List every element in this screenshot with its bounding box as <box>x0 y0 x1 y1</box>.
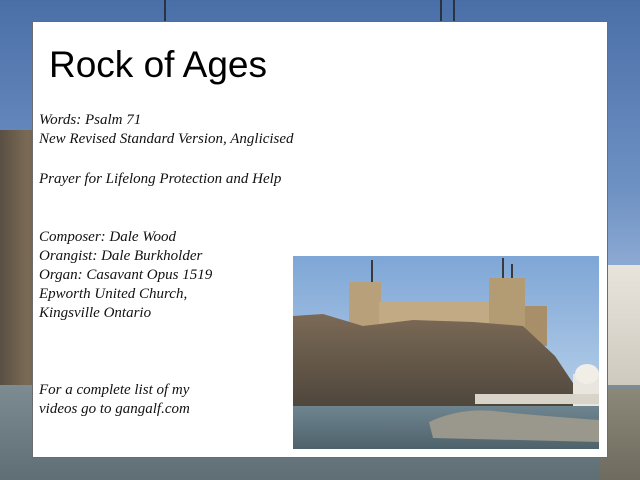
videos-note-line1: For a complete list of my <box>39 382 190 398</box>
church-location: Kingsville Ontario <box>39 305 152 321</box>
fort-illustration <box>293 256 599 449</box>
fort-photo <box>293 256 599 449</box>
composer-credit: Composer: Dale Wood <box>39 229 176 245</box>
organist-credit: Orangist: Dale Burkholder <box>39 248 203 264</box>
background-mast <box>164 0 166 22</box>
background-mast <box>440 0 442 22</box>
background-mast <box>453 0 455 22</box>
organ-credit: Organ: Casavant Opus 1519 <box>39 267 213 283</box>
slide-card <box>32 21 608 458</box>
church-name: Epworth United Church, <box>39 286 188 302</box>
words-credit: Words: Psalm 71 <box>39 112 142 128</box>
bible-version: New Revised Standard Version, Anglicised <box>39 131 294 147</box>
background-building <box>605 265 640 385</box>
videos-note-line2: videos go to gangalf.com <box>39 401 190 417</box>
psalm-subtitle: Prayer for Lifelong Protection and Help <box>39 171 282 187</box>
slide-title: Rock of Ages <box>49 44 268 85</box>
